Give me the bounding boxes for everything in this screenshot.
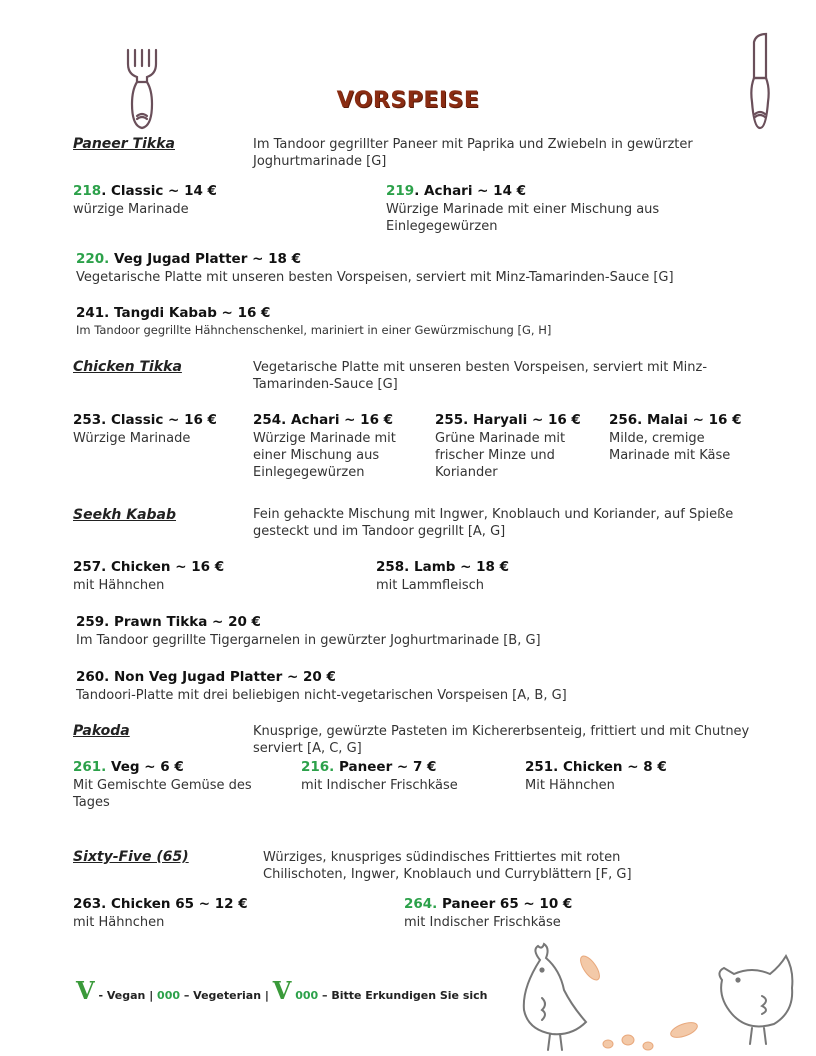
section-title-seekh-kabab: Seekh Kabab — [73, 507, 177, 523]
legend-vegan: - Vegan — [94, 989, 146, 1002]
section-title-paneer-tikka: Paneer Tikka — [73, 136, 175, 152]
section-desc-seekh-kabab: Fein gehackte Mischung mit Ingwer, Knoblauch und Koriander, auf Spieße gesteckt und im Tandoor gegrillt [A, G] — [253, 507, 734, 539]
item-desc-259: Im Tandoor gegrillte Tigergarnelen in gewürzter Joghurtmarinade [B, G] — [76, 633, 541, 648]
legend-vegetarian: – Vegeterian — [180, 989, 262, 1002]
menu-item-263 — [73, 896, 248, 912]
menu-item-261 — [73, 759, 184, 775]
vegan-mark-icon: V — [76, 976, 95, 1005]
menu-item-264 — [404, 896, 572, 912]
page-title: VORSPEISE — [336, 88, 480, 113]
menu-item-216 — [301, 759, 436, 775]
item-label: Veg ~ 6 € — [106, 759, 184, 775]
knife-icon — [744, 32, 774, 132]
item-label: . Achari ~ 14 € — [414, 183, 527, 199]
item-number: 216. — [301, 759, 335, 775]
menu-item-256: 256. Malai ~ 16 € — [609, 412, 742, 428]
menu-item-219 — [386, 183, 526, 199]
section-title-chicken-tikka: Chicken Tikka — [73, 359, 182, 375]
menu-item-260: 260. Non Veg Jugad Platter ~ 20 € — [76, 669, 336, 685]
menu-item-254: 254. Achari ~ 16 € — [253, 412, 394, 428]
item-desc-241: Im Tandoor gegrillte Hähnchenschenkel, mariniert in einer Gewürzmischung [G, H] — [76, 323, 552, 337]
section-title-sixty-five: Sixty-Five (65) — [73, 849, 189, 865]
legend-separator: | — [261, 989, 273, 1002]
item-desc-260: Tandoori-Platte mit drei beliebigen nicht-vegetarischen Vorspeisen [A, B, G] — [76, 688, 567, 703]
menu-item-241: 241. Tangdi Kabab ~ 16 € — [76, 305, 271, 321]
item-desc-263: mit Hähnchen — [73, 915, 165, 930]
item-desc-255: Grüne Marinade mit frischer Minze und Koriander — [435, 431, 566, 480]
item-desc-216: mit Indischer Frischkäse — [301, 778, 458, 793]
item-desc-253: Würzige Marinade — [73, 431, 191, 446]
menu-item-253: 253. Classic ~ 16 € — [73, 412, 217, 428]
menu-item-257: 257. Chicken ~ 16 € — [73, 559, 225, 575]
item-label: Veg Jugad Platter ~ 18 € — [109, 251, 301, 267]
menu-item-255: 255. Haryali ~ 16 € — [435, 412, 581, 428]
section-desc-sixty-five: Würziges, knuspriges südindisches Frittiertes mit roten Chilischoten, Ingwer, Knoblauch und Curryblättern [F, G] — [263, 850, 632, 882]
menu-item-220 — [76, 251, 301, 267]
item-label: 251. Chicken ~ 8 € — [525, 759, 667, 775]
item-desc-261: Mit Gemischte Gemüse des Tages — [73, 778, 252, 810]
item-desc-264: mit Indischer Frischkäse — [404, 915, 561, 930]
item-number: 264. — [404, 896, 438, 912]
item-label: . Classic ~ 14 € — [101, 183, 217, 199]
item-label: 263. Chicken 65 ~ 12 € — [73, 896, 248, 912]
item-number: 219 — [386, 183, 415, 199]
ask-mark-icon: V — [272, 976, 292, 1005]
item-desc-256: Milde, cremige Marinade mit Käse — [609, 431, 731, 463]
section-desc-paneer-tikka: Im Tandoor gegrillter Paneer mit Paprika und Zwiebeln in gewürzter Joghurtmarinade [G] — [253, 137, 693, 169]
item-desc-254: Würzige Marinade mit einer Mischung aus Einlegegewürzen — [253, 431, 396, 480]
section-title-pakoda: Pakoda — [73, 723, 130, 739]
section-desc-chicken-tikka: Vegetarische Platte mit unseren besten Vorspeisen, serviert mit Minz-Tamarinden-Sauce [G] — [253, 360, 708, 392]
item-desc-220: Vegetarische Platte mit unseren besten Vorspeisen, serviert mit Minz-Tamarinden-Sauce [G] — [76, 270, 674, 285]
item-desc-258: mit Lammfleisch — [376, 578, 484, 593]
item-number: 261. — [73, 759, 107, 775]
item-number: 218 — [73, 183, 102, 199]
legend-veg-code: 000 — [157, 989, 181, 1002]
menu-item-259: 259. Prawn Tikka ~ 20 € — [76, 614, 261, 630]
legend-separator: | — [145, 989, 158, 1002]
item-label: Paneer 65 ~ 10 € — [437, 896, 573, 912]
birds-illustration-icon — [512, 940, 812, 1056]
menu-item-258: 258. Lamb ~ 18 € — [376, 559, 510, 575]
menu-item-218 — [73, 183, 217, 199]
item-desc-257: mit Hähnchen — [73, 578, 165, 593]
item-label: Paneer ~ 7 € — [334, 759, 437, 775]
section-desc-pakoda: Knusprige, gewürzte Pasteten im Kichererbsenteig, frittiert und mit Chutney serviert [A, C, G] — [253, 724, 750, 756]
legend-ask: – Bitte Erkundigen Sie sich — [318, 989, 488, 1002]
item-desc-219: Würzige Marinade mit einer Mischung aus Einlegegewürzen — [386, 202, 660, 234]
item-desc-218: würzige Marinade — [73, 202, 189, 217]
legend-ask-code: 000 — [291, 989, 319, 1002]
diet-legend — [76, 976, 488, 1005]
menu-item-251 — [525, 759, 667, 775]
item-number: 220. — [76, 251, 110, 267]
item-desc-251: Mit Hähnchen — [525, 778, 615, 793]
